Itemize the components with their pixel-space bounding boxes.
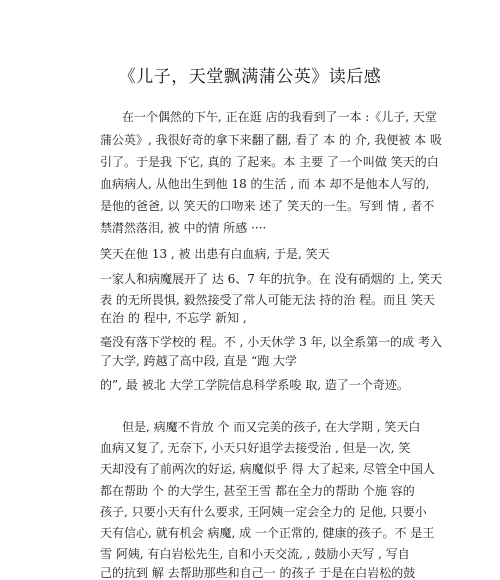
paragraph-2-line-3: 表 的无所畏惧, 毅然接受了常人可能无法 持的治 程。而且 笑天 xyxy=(100,293,435,307)
paragraph-3-line-6: 天有信心, 就有机会 病魔, 成 一个正常的, 健康的孩子。不 是王 xyxy=(100,526,435,540)
paragraph-3-line-8: 己的抗到 解 去帮助那些和自己一 的孩子 于是在白岩松的鼓 xyxy=(100,566,416,580)
paragraph-2-line-6: 了大学, 跨越了高中段, 直是 “跑 大学 xyxy=(100,354,298,368)
paragraph-1-line-2: 蒲公英》, 我很好奇的拿下来翻了翻, 看了 本 的 介, 我便被 本 吸 xyxy=(100,133,442,147)
paragraph-1-line-5: 是他的爸爸, 以 笑天的口吻来 述了 笑天的一生。写到 情 , 者不 xyxy=(100,199,435,213)
paragraph-1-line-1: 在一个偶然的下午, 正在逛 店的我看到了一本 :《儿子, 天堂 xyxy=(122,110,437,124)
paragraph-3-line-3: 天却没有了前两次的好运, 病魔似乎 得 大了起来, 尽管全中国人 xyxy=(100,462,435,476)
paragraph-1-line-4: 血病病人, 从他出生到他 18 的生活 , 而 本 却不是他本人写的, xyxy=(100,177,430,191)
paragraph-1-line-3: 引了。于是我 下它, 真的 了起来。本 主要 了一个叫做 笑天的白 xyxy=(100,155,439,169)
paragraph-3-line-7: 雪 阿姨, 有白岩松先生, 自和小天交流, , 鼓励小天写 , 写自 xyxy=(100,547,410,561)
paragraph-3-line-1: 但是, 病魔不肯放 个 而又完美的孩子, 在大学期 , 笑天白 xyxy=(122,420,421,434)
paragraph-2-line-5: 毫没有落下学校的 程。不 , 小天休学 3 年, 以全系第一的成 考入 xyxy=(100,335,442,349)
paragraph-2-line-4: 在治 的 程中, 不忘学 新知 , xyxy=(100,311,247,325)
paragraph-3-line-2: 血病又复了, 无奈下, 小天只好退学去接受治 , 但是一次, 笑 xyxy=(100,441,411,455)
paragraph-3-line-5: 孩子, 只要小天有什么要求, 王阿姨一定会全力的 足他, 只要小 xyxy=(100,505,427,519)
paragraph-1-line-6: 禁潸然落泪, 被 中的情 所感 ···· xyxy=(100,221,267,235)
paragraph-2-line-2: 一家人和病魔展开了 达 6、7 年的抗争。在 没有硝烟的 上, 笑天 xyxy=(100,272,442,286)
paragraph-3-line-4: 都在帮助 个 的大学生, 甚至王雪 都在全力的帮助 个施 容的 xyxy=(100,484,415,498)
paragraph-2-line-1: 笑天在他 13 , 被 出患有白血病, 于是, 笑天 xyxy=(100,247,330,261)
document-title: 《儿子，天堂飘满蒲公英》读后感 xyxy=(118,67,382,87)
paragraph-2-line-7: 的”, 最 被北 大学工学院信息科学系唆 取, 造了一个奇迹。 xyxy=(100,378,409,392)
